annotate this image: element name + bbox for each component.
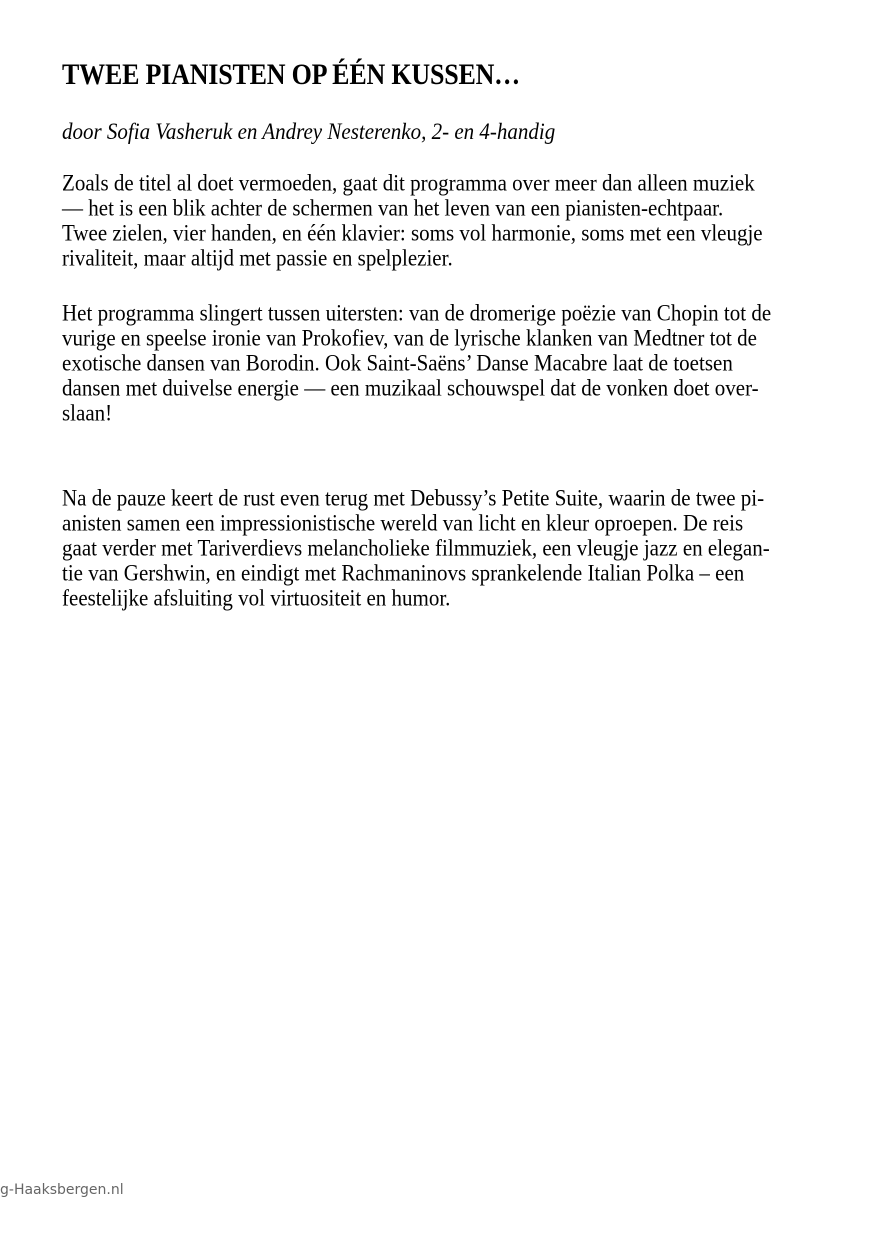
paragraph-intro	[62, 170, 763, 270]
text-line: tie van Gershwin, en eindigt met Rachmaninovs sprankelende Italian Polka – een	[62, 560, 745, 586]
paragraph-program	[62, 300, 771, 425]
subtitle: door Sofia Vasheruk en Andrey Nesterenko, 2- en 4-handig	[62, 118, 556, 145]
text-line: — het is een blik achter de schermen van het leven van een pianisten-echtpaar.	[62, 195, 724, 221]
text-line: anisten samen een impressionistische wereld van licht en kleur oproepen. De reis	[62, 510, 744, 536]
text-line: Twee zielen, vier handen, en één klavier: soms vol harmonie, soms met een vleugje	[62, 220, 763, 246]
text-line: gaat verder met Tariverdievs melancholieke filmmuziek, een vleugje jazz en elegan-	[62, 535, 770, 561]
text-line: Het programma slingert tussen uitersten: van de dromerige poëzie van Chopin tot de	[62, 300, 772, 326]
text-line: rivaliteit, maar altijd met passie en spelplezier.	[62, 245, 453, 271]
page-title: TWEE PIANISTEN OP ÉÉN KUSSEN…	[62, 58, 520, 91]
text-line: dansen met duivelse energie — een muzikaal schouwspel dat de vonken doet over-	[62, 375, 759, 401]
paragraph-after-break	[62, 485, 770, 610]
text-line: feestelijke afsluiting vol virtuositeit en humor.	[62, 585, 451, 611]
footer-website: g-Haaksbergen.nl	[0, 1182, 124, 1198]
text-line: slaan!	[62, 400, 113, 426]
text-line: exotische dansen van Borodin. Ook Saint-Saëns’ Danse Macabre laat de toetsen	[62, 350, 733, 376]
text-line: Na de pauze keert de rust even terug met Debussy’s Petite Suite, waarin de twee pi-	[62, 485, 765, 511]
text-line: vurige en speelse ironie van Prokofiev, van de lyrische klanken van Medtner tot de	[62, 325, 757, 351]
text-line: Zoals de titel al doet vermoeden, gaat dit programma over meer dan alleen muziek	[62, 170, 755, 196]
